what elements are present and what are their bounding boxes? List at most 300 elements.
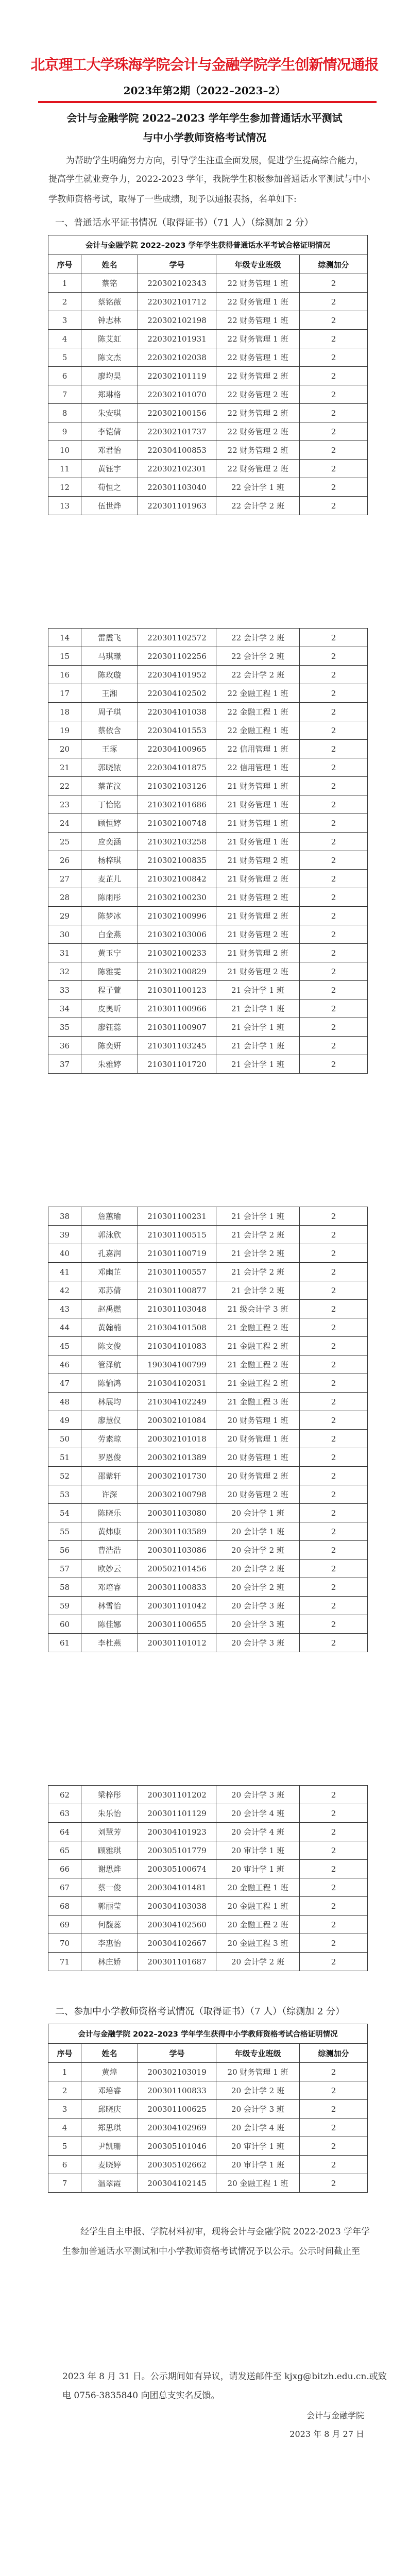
intro-line1: 为帮助学生明确努力方向，引导学生注重全面发展，促进学生提高综合能力， xyxy=(66,156,364,166)
cell-student-name: 李惠怡 xyxy=(81,1934,138,1953)
cell-bonus-points: 2 xyxy=(300,795,368,814)
cell-serial-number: 18 xyxy=(48,703,81,721)
table-row xyxy=(48,1934,368,1953)
cell-bonus-points: 2 xyxy=(300,497,368,515)
table-row xyxy=(48,1953,368,1971)
putonghua-table-page4 xyxy=(48,1785,368,1971)
cell-class: 21 金融工程 2 班 xyxy=(216,1374,300,1393)
red-divider xyxy=(38,101,377,103)
cell-bonus-points: 2 xyxy=(300,814,368,833)
table-row xyxy=(48,2100,368,2119)
cell-student-id: 210302100996 xyxy=(138,907,216,925)
cell-student-name: 蔡铭薇 xyxy=(81,293,138,311)
cell-serial-number: 43 xyxy=(48,1300,81,1318)
table-row xyxy=(48,833,368,851)
cell-student-name: 谢思烨 xyxy=(81,1860,138,1878)
cell-student-id: 210301100966 xyxy=(138,999,216,1018)
table-row xyxy=(48,1244,368,1263)
cell-student-name: 黄钰宇 xyxy=(81,460,138,478)
table-row xyxy=(48,367,368,385)
cell-serial-number: 31 xyxy=(48,944,81,962)
cell-student-id: 210304102249 xyxy=(138,1393,216,1411)
document-title-line1: 会计与金融学院 2022–2023 学年学生参加普通话水平测试 xyxy=(66,112,343,124)
cell-serial-number: 26 xyxy=(48,851,81,870)
cell-student-id: 200301101687 xyxy=(138,1953,216,1971)
cell-bonus-points: 2 xyxy=(300,1634,368,1652)
cell-student-id: 220301103040 xyxy=(138,478,216,497)
cell-student-id: 210301103245 xyxy=(138,1037,216,1055)
cell-student-name: 周子琪 xyxy=(81,703,138,721)
cell-student-name: 陈晓乐 xyxy=(81,1504,138,1522)
cell-bonus-points: 2 xyxy=(300,740,368,758)
column-header-class: 年级专业班级 xyxy=(216,255,300,274)
cell-student-name: 赵禹燃 xyxy=(81,1300,138,1318)
cell-student-id: 210301103048 xyxy=(138,1300,216,1318)
cell-serial-number: 71 xyxy=(48,1953,81,1971)
cell-serial-number: 4 xyxy=(48,2119,81,2137)
cell-class: 21 会计学 1 班 xyxy=(216,1207,300,1226)
cell-serial-number: 21 xyxy=(48,758,81,777)
cell-serial-number: 58 xyxy=(48,1578,81,1597)
cell-student-name: 李铠倩 xyxy=(81,422,138,441)
table-row xyxy=(48,385,368,404)
cell-serial-number: 16 xyxy=(48,666,81,684)
cell-student-id: 210301100719 xyxy=(138,1244,216,1263)
cell-serial-number: 7 xyxy=(48,2174,81,2193)
cell-serial-number: 51 xyxy=(48,1448,81,1467)
cell-student-id: 220304101553 xyxy=(138,721,216,740)
cell-bonus-points: 2 xyxy=(300,1393,368,1411)
cell-class: 20 金融工程 1 班 xyxy=(216,2174,300,2193)
cell-bonus-points: 2 xyxy=(300,1318,368,1337)
cell-bonus-points: 2 xyxy=(300,1411,368,1430)
table-row xyxy=(48,962,368,981)
table-row xyxy=(48,1786,368,1804)
cell-student-name: 孔嘉润 xyxy=(81,1244,138,1263)
cell-class: 20 会计学 1 班 xyxy=(216,1504,300,1522)
cell-student-name: 邓培睿 xyxy=(81,1578,138,1597)
cell-serial-number: 66 xyxy=(48,1860,81,1878)
cell-class: 20 金融工程 2 班 xyxy=(216,1916,300,1934)
cell-class: 21 会计学 1 班 xyxy=(216,1055,300,1074)
cell-bonus-points: 2 xyxy=(300,1560,368,1578)
table-row xyxy=(48,2063,368,2081)
cell-serial-number: 1 xyxy=(48,2063,81,2081)
table-row xyxy=(48,1485,368,1504)
cell-student-id: 220301101963 xyxy=(138,497,216,515)
cell-class: 21 级会计学 3 班 xyxy=(216,1300,300,1318)
cell-student-name: 黄玉宁 xyxy=(81,944,138,962)
cell-student-id: 200301100833 xyxy=(138,1578,216,1597)
table-row xyxy=(48,1393,368,1411)
table-row xyxy=(48,888,368,907)
cell-student-id: 220304101875 xyxy=(138,758,216,777)
table-row xyxy=(48,441,368,460)
cell-class: 21 财务管理 2 班 xyxy=(216,907,300,925)
cell-bonus-points: 2 xyxy=(300,2100,368,2119)
table-row xyxy=(48,1226,368,1244)
table-row xyxy=(48,1430,368,1448)
cell-student-name: 程子萱 xyxy=(81,981,138,999)
cell-serial-number: 23 xyxy=(48,795,81,814)
table-row xyxy=(48,1522,368,1541)
cell-class: 22 财务管理 2 班 xyxy=(216,385,300,404)
table-caption: 会计与金融学院 2022–2023 学年学生获得普通话水平考试合格证明情况 xyxy=(48,235,368,255)
cell-class: 21 财务管理 2 班 xyxy=(216,944,300,962)
cell-student-id: 200304101923 xyxy=(138,1823,216,1841)
table-caption-row xyxy=(48,235,368,255)
cell-class: 20 金融工程 1 班 xyxy=(216,1878,300,1897)
cell-bonus-points: 2 xyxy=(300,833,368,851)
cell-class: 21 财务管理 1 班 xyxy=(216,795,300,814)
cell-bonus-points: 2 xyxy=(300,1786,368,1804)
cell-student-id: 210302103126 xyxy=(138,777,216,795)
cell-class: 22 金融工程 1 班 xyxy=(216,684,300,703)
cell-bonus-points: 2 xyxy=(300,1430,368,1448)
cell-class: 21 金融工程 2 班 xyxy=(216,1337,300,1355)
cell-class: 20 金融工程 3 班 xyxy=(216,1934,300,1953)
cell-student-name: 荀恒之 xyxy=(81,478,138,497)
cell-class: 20 会计学 3 班 xyxy=(216,1786,300,1804)
cell-class: 20 会计学 2 班 xyxy=(216,2081,300,2100)
cell-class: 20 审计学 1 班 xyxy=(216,1841,300,1860)
cell-bonus-points: 2 xyxy=(300,330,368,348)
cell-bonus-points: 2 xyxy=(300,907,368,925)
cell-bonus-points: 2 xyxy=(300,888,368,907)
cell-bonus-points: 2 xyxy=(300,1804,368,1823)
cell-class: 22 财务管理 1 班 xyxy=(216,293,300,311)
cell-bonus-points: 2 xyxy=(300,2174,368,2193)
cell-serial-number: 52 xyxy=(48,1467,81,1485)
cell-bonus-points: 2 xyxy=(300,1615,368,1634)
cell-bonus-points: 2 xyxy=(300,404,368,422)
cell-student-name: 郭晓铱 xyxy=(81,758,138,777)
cell-student-name: 陈文俊 xyxy=(81,1337,138,1355)
cell-bonus-points: 2 xyxy=(300,1037,368,1055)
issue-number: 2023年第2期（2022–2023–2） xyxy=(123,84,286,97)
cell-student-name: 蔡芷汶 xyxy=(81,777,138,795)
cell-serial-number: 40 xyxy=(48,1244,81,1263)
cell-student-id: 200302101730 xyxy=(138,1467,216,1485)
column-header-bonus-points: 综测加分 xyxy=(300,255,368,274)
table-row xyxy=(48,1374,368,1393)
cell-class: 20 财务管理 2 班 xyxy=(216,1485,300,1504)
cell-student-id: 190304100799 xyxy=(138,1355,216,1374)
cell-serial-number: 41 xyxy=(48,1263,81,1281)
cell-student-id: 200305101046 xyxy=(138,2137,216,2156)
cell-serial-number: 5 xyxy=(48,2137,81,2156)
cell-bonus-points: 2 xyxy=(300,1541,368,1560)
cell-bonus-points: 2 xyxy=(300,441,368,460)
cell-student-id: 210304101508 xyxy=(138,1318,216,1337)
cell-class: 22 财务管理 2 班 xyxy=(216,441,300,460)
cell-bonus-points: 2 xyxy=(300,1953,368,1971)
cell-class: 20 审计学 1 班 xyxy=(216,2156,300,2174)
table-row xyxy=(48,703,368,721)
cell-student-name: 王湘 xyxy=(81,684,138,703)
cell-serial-number: 10 xyxy=(48,441,81,460)
cell-student-name: 杨梓琪 xyxy=(81,851,138,870)
cell-student-id: 210301100877 xyxy=(138,1281,216,1300)
cell-student-name: 林雪怡 xyxy=(81,1597,138,1615)
cell-class: 21 金融工程 2 班 xyxy=(216,1355,300,1374)
table-row xyxy=(48,907,368,925)
table-row xyxy=(48,1037,368,1055)
cell-student-id: 200302101018 xyxy=(138,1430,216,1448)
cell-class: 22 财务管理 2 班 xyxy=(216,460,300,478)
cell-bonus-points: 2 xyxy=(300,1485,368,1504)
cell-class: 21 会计学 1 班 xyxy=(216,999,300,1018)
cell-student-name: 陈奕妍 xyxy=(81,1037,138,1055)
cell-serial-number: 9 xyxy=(48,422,81,441)
cell-student-name: 朱乐怡 xyxy=(81,1804,138,1823)
cell-serial-number: 47 xyxy=(48,1374,81,1393)
cell-student-name: 陈梦冰 xyxy=(81,907,138,925)
table-row xyxy=(48,1878,368,1897)
cell-student-name: 马琪璟 xyxy=(81,647,138,666)
cell-serial-number: 25 xyxy=(48,833,81,851)
table-row xyxy=(48,758,368,777)
cell-bonus-points: 2 xyxy=(300,2137,368,2156)
cell-class: 22 会计学 2 班 xyxy=(216,647,300,666)
cell-student-id: 200302101084 xyxy=(138,1411,216,1430)
cell-student-name: 林庄娇 xyxy=(81,1953,138,1971)
cell-student-id: 210302100842 xyxy=(138,870,216,888)
cell-student-id: 200301101012 xyxy=(138,1634,216,1652)
cell-bonus-points: 2 xyxy=(300,851,368,870)
table-header-row xyxy=(48,255,368,274)
table-caption-row xyxy=(48,2024,368,2044)
table-row xyxy=(48,1541,368,1560)
cell-student-name: 李杜燕 xyxy=(81,1634,138,1652)
cell-class: 20 财务管理 1 班 xyxy=(216,1430,300,1448)
cell-student-id: 200301100655 xyxy=(138,1615,216,1634)
cell-serial-number: 37 xyxy=(48,1055,81,1074)
table-caption: 会计与金融学院 2022–2023 学年学生获得中小学教师资格考试合格证明情况 xyxy=(48,2024,368,2044)
cell-student-name: 尹凯珊 xyxy=(81,2137,138,2156)
cell-class: 20 会计学 2 班 xyxy=(216,1541,300,1560)
table-row xyxy=(48,1411,368,1430)
intro-line2: 提高学生就业竞争力，2022-2023 学年，我院学生积极参加普通话水平测试与中小 xyxy=(48,174,370,184)
cell-bonus-points: 2 xyxy=(300,1841,368,1860)
cell-serial-number: 46 xyxy=(48,1355,81,1374)
teacher-cert-table xyxy=(48,2024,368,2193)
cell-serial-number: 48 xyxy=(48,1393,81,1411)
cell-bonus-points: 2 xyxy=(300,293,368,311)
table-row xyxy=(48,1615,368,1634)
cell-student-id: 210301100123 xyxy=(138,981,216,999)
cell-class: 21 会计学 1 班 xyxy=(216,1037,300,1055)
cell-bonus-points: 2 xyxy=(300,2063,368,2081)
cell-bonus-points: 2 xyxy=(300,348,368,367)
putonghua-table-page3 xyxy=(48,1207,368,1652)
cell-class: 22 会计学 1 班 xyxy=(216,478,300,497)
cell-serial-number: 28 xyxy=(48,888,81,907)
cell-class: 20 会计学 4 班 xyxy=(216,1823,300,1841)
cell-student-name: 劳素琼 xyxy=(81,1430,138,1448)
cell-student-name: 邱晓庆 xyxy=(81,2100,138,2119)
cell-serial-number: 62 xyxy=(48,1786,81,1804)
cell-serial-number: 32 xyxy=(48,962,81,981)
table-row xyxy=(48,647,368,666)
cell-student-name: 邓培睿 xyxy=(81,2081,138,2100)
cell-class: 20 财务管理 1 班 xyxy=(216,1411,300,1430)
cell-student-name: 黄翰楠 xyxy=(81,1318,138,1337)
cell-serial-number: 22 xyxy=(48,777,81,795)
cell-student-id: 200301100625 xyxy=(138,2100,216,2119)
cell-bonus-points: 2 xyxy=(300,629,368,647)
cell-student-id: 200301101202 xyxy=(138,1786,216,1804)
cell-student-id: 210302100748 xyxy=(138,814,216,833)
column-header-serial-number: 序号 xyxy=(48,2044,81,2063)
cell-serial-number: 33 xyxy=(48,981,81,999)
table-row xyxy=(48,404,368,422)
cell-serial-number: 70 xyxy=(48,1934,81,1953)
cell-bonus-points: 2 xyxy=(300,1337,368,1355)
cell-class: 22 信用管理 1 班 xyxy=(216,740,300,758)
cell-student-name: 郑琳格 xyxy=(81,385,138,404)
cell-student-id: 210302101686 xyxy=(138,795,216,814)
cell-student-name: 郭泳欣 xyxy=(81,1226,138,1244)
cell-class: 22 财务管理 1 班 xyxy=(216,348,300,367)
cell-student-id: 200301103086 xyxy=(138,1541,216,1560)
cell-serial-number: 2 xyxy=(48,293,81,311)
cell-student-name: 罗恩俊 xyxy=(81,1448,138,1467)
cell-student-id: 200302100798 xyxy=(138,1485,216,1504)
cell-class: 21 金融工程 3 班 xyxy=(216,1393,300,1411)
cell-bonus-points: 2 xyxy=(300,1504,368,1522)
cell-bonus-points: 2 xyxy=(300,758,368,777)
cell-serial-number: 8 xyxy=(48,404,81,422)
cell-student-id: 200502101456 xyxy=(138,1560,216,1578)
table-row xyxy=(48,814,368,833)
cell-class: 20 会计学 2 班 xyxy=(216,1953,300,1971)
section1-heading: 一、普通话水平证书情况（取得证书）（71 人）（综测加 2 分） xyxy=(55,217,314,228)
table-row xyxy=(48,497,368,515)
cell-student-id: 210302100829 xyxy=(138,962,216,981)
cell-serial-number: 6 xyxy=(48,367,81,385)
cell-bonus-points: 2 xyxy=(300,1823,368,1841)
cell-student-name: 陈雅雯 xyxy=(81,962,138,981)
cell-class: 22 会计学 2 班 xyxy=(216,666,300,684)
column-header-student-id: 学号 xyxy=(138,255,216,274)
cell-class: 20 审计学 1 班 xyxy=(216,2137,300,2156)
cell-serial-number: 55 xyxy=(48,1522,81,1541)
cell-student-name: 麦晓婷 xyxy=(81,2156,138,2174)
cell-serial-number: 14 xyxy=(48,629,81,647)
cell-bonus-points: 2 xyxy=(300,274,368,293)
cell-student-name: 陈愉鸿 xyxy=(81,1374,138,1393)
cell-serial-number: 5 xyxy=(48,348,81,367)
cell-student-id: 220302100156 xyxy=(138,404,216,422)
cell-serial-number: 54 xyxy=(48,1504,81,1522)
cell-student-id: 200304102145 xyxy=(138,2174,216,2193)
cell-student-name: 陈雨彤 xyxy=(81,888,138,907)
cell-class: 22 财务管理 1 班 xyxy=(216,311,300,330)
table-row xyxy=(48,684,368,703)
cell-bonus-points: 2 xyxy=(300,2081,368,2100)
table-row xyxy=(48,925,368,944)
cell-class: 20 审计学 1 班 xyxy=(216,1860,300,1878)
table-row xyxy=(48,1823,368,1841)
cell-class: 20 会计学 4 班 xyxy=(216,1804,300,1823)
table-row xyxy=(48,629,368,647)
cell-serial-number: 49 xyxy=(48,1411,81,1430)
cell-bonus-points: 2 xyxy=(300,962,368,981)
cell-bonus-points: 2 xyxy=(300,1244,368,1263)
cell-class: 20 财务管理 1 班 xyxy=(216,2063,300,2081)
cell-serial-number: 20 xyxy=(48,740,81,758)
cell-bonus-points: 2 xyxy=(300,1055,368,1074)
cell-student-id: 220302101712 xyxy=(138,293,216,311)
column-header-serial-number: 序号 xyxy=(48,255,81,274)
cell-bonus-points: 2 xyxy=(300,1897,368,1916)
cell-serial-number: 36 xyxy=(48,1037,81,1055)
cell-serial-number: 6 xyxy=(48,2156,81,2174)
cell-serial-number: 44 xyxy=(48,1318,81,1337)
cell-student-name: 曹浩浩 xyxy=(81,1541,138,1560)
cell-student-id: 210301100515 xyxy=(138,1226,216,1244)
table-row xyxy=(48,1634,368,1652)
cell-serial-number: 17 xyxy=(48,684,81,703)
table-row xyxy=(48,1263,368,1281)
cell-student-name: 林展均 xyxy=(81,1393,138,1411)
cell-student-id: 210301101720 xyxy=(138,1055,216,1074)
table-row xyxy=(48,1300,368,1318)
cell-student-name: 郑思琪 xyxy=(81,2119,138,2137)
cell-serial-number: 39 xyxy=(48,1226,81,1244)
cell-student-id: 200302103019 xyxy=(138,2063,216,2081)
cell-student-name: 陈艾虹 xyxy=(81,330,138,348)
cell-student-name: 黄炜康 xyxy=(81,1522,138,1541)
notice-line4: 电 0756-3835840 向团总支实名反馈。 xyxy=(62,2391,220,2401)
cell-bonus-points: 2 xyxy=(300,703,368,721)
notice-line2: 生参加普通话水平测试和中小学教师资格考试情况予以公示。公示时间截止至 xyxy=(62,2246,360,2257)
column-header-bonus-points: 综测加分 xyxy=(300,2044,368,2063)
table-row xyxy=(48,348,368,367)
cell-bonus-points: 2 xyxy=(300,1263,368,1281)
putonghua-table-page1 xyxy=(48,235,368,515)
cell-serial-number: 69 xyxy=(48,1916,81,1934)
cell-bonus-points: 2 xyxy=(300,777,368,795)
cell-student-id: 220302101931 xyxy=(138,330,216,348)
cell-serial-number: 3 xyxy=(48,311,81,330)
table-row xyxy=(48,1897,368,1916)
cell-bonus-points: 2 xyxy=(300,1467,368,1485)
cell-student-name: 王琢 xyxy=(81,740,138,758)
table-row xyxy=(48,1804,368,1823)
cell-student-name: 廖均昊 xyxy=(81,367,138,385)
cell-bonus-points: 2 xyxy=(300,1916,368,1934)
cell-student-name: 廖钰蕊 xyxy=(81,1018,138,1037)
notice-line1: 经学生自主申报、学院材料初审，现将会计与金融学院 2022-2023 学年学 xyxy=(80,2227,370,2237)
cell-student-name: 邓君怡 xyxy=(81,441,138,460)
cell-student-name: 应奕涵 xyxy=(81,833,138,851)
cell-student-id: 200305102662 xyxy=(138,2156,216,2174)
cell-serial-number: 34 xyxy=(48,999,81,1018)
cell-student-name: 黄煌 xyxy=(81,2063,138,2081)
cell-class: 20 会计学 3 班 xyxy=(216,1597,300,1615)
table-row xyxy=(48,944,368,962)
cell-bonus-points: 2 xyxy=(300,367,368,385)
cell-serial-number: 67 xyxy=(48,1878,81,1897)
putonghua-table-page2 xyxy=(48,628,368,1074)
cell-bonus-points: 2 xyxy=(300,1578,368,1597)
cell-student-id: 200301103080 xyxy=(138,1504,216,1522)
cell-student-name: 朱安琪 xyxy=(81,404,138,422)
cell-bonus-points: 2 xyxy=(300,684,368,703)
cell-class: 22 财务管理 2 班 xyxy=(216,422,300,441)
